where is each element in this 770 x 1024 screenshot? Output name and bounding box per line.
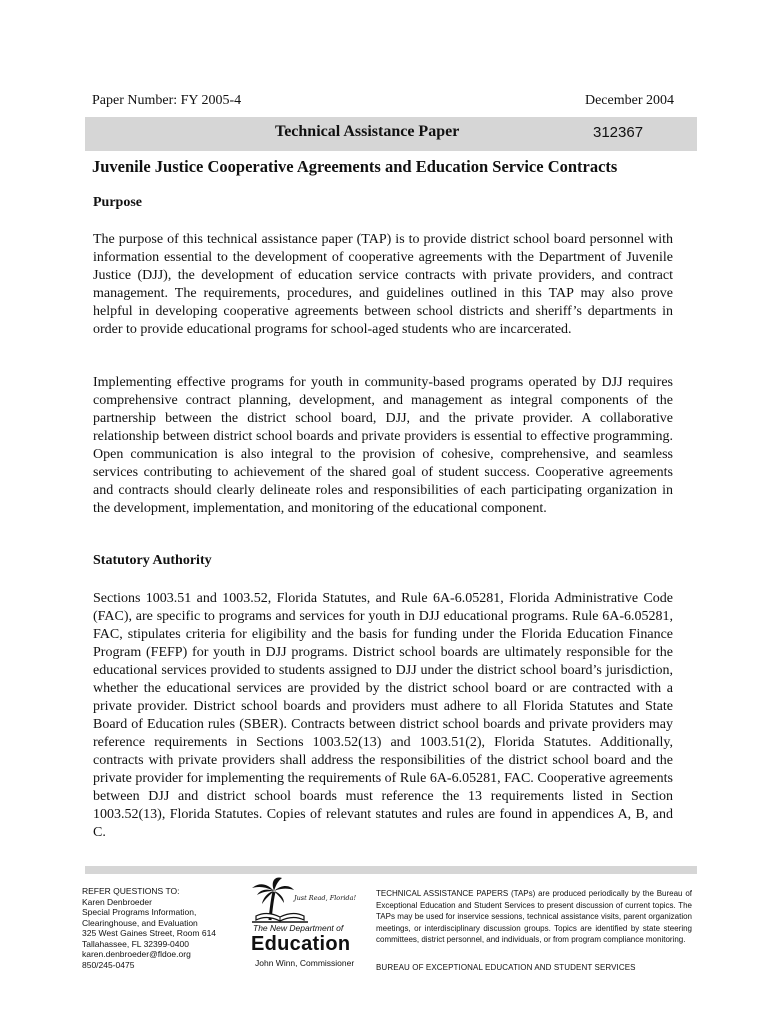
contact-line: Tallahassee, FL 32399-0400	[82, 938, 189, 949]
banner-code: 312367	[593, 124, 644, 141]
department-name-small: The New Department of	[253, 923, 344, 933]
footer-divider	[85, 866, 697, 874]
document-title: Juvenile Justice Cooperative Agreements and Education Service Contracts	[92, 157, 618, 176]
contact-phone: 850/245-0475	[82, 959, 135, 970]
purpose-heading: Purpose	[93, 195, 142, 210]
bureau-name: BUREAU OF EXCEPTIONAL EDUCATION AND STUDENT SERVICES	[376, 963, 636, 972]
contact-line: Karen Denbroeder	[82, 896, 152, 907]
report-date: December 2004	[584, 93, 674, 108]
purpose-paragraph-1: The purpose of this technical assistance paper (TAP) is to provide district school board personnel with information essential to the development of cooperative agreements with the Department of Juvenile Justice (DJJ), the development of education service contracts with private providers, and contract management. The requirements, procedures, and guidelines outlined in this TAP may also prove helpful in developing cooperative agreements between school districts and sheriff’s departments in order to provide educational programs for school-aged students who are incarcerated.	[93, 232, 673, 337]
palm-tree-book-icon	[248, 876, 358, 924]
contact-email: karen.denbroeder@fldoe.org	[82, 949, 191, 959]
contact-line: 325 West Gaines Street, Room 614	[82, 928, 217, 938]
contact-line: REFER QUESTIONS TO:	[82, 886, 180, 896]
education-logo	[248, 876, 358, 924]
purpose-paragraph-2: Implementing effective programs for youth in community-based programs operated by DJJ requires comprehensive contract planning, development, and management as integral components of the partnership between the district school board, DJJ, and the private provider. A collaborative relationship between district school boards and private providers is essential to effective programming. Open communication is also integral to the provision of cohesive, comprehensive, and seamless services contributing to achievement of the shared goal of student success. Cooperative agreements and contracts should clearly delineate roles and responsibilities of each participating organization in the development, implementation, and monitoring of the educational component.	[93, 375, 673, 516]
logo-tagline: Just Read, Florida!	[294, 894, 357, 902]
statutory-paragraph: Sections 1003.51 and 1003.52, Florida Statutes, and Rule 6A-6.05281, Florida Administrative Code (FAC), are specific to programs and services for youth in DJJ educational programs. Rule 6A-6.05281, FAC, stipulates criteria for eligibility and the basis for funding under the Florida Education Finance Program (FEFP) for youth in DJJ programs. District school boards are ultimately responsible for the educational services provided to students assigned to DJJ under the district school board’s jurisdiction, whether the educational services are provided by the district school board or are contracted with a private provider. District school boards and providers must adhere to all Florida Statutes and State Board of Education rules (SBER). Contracts between district school boards and private providers may reference requirements in Sections 1003.52(13) and 1003.51(2), Florida Statutes. Additionally, contracts with private providers shall address the responsibilities of the district school board and the private provider for implementing the requirements of Rule 6A-6.05281, FAC. Cooperative agreements between DJJ and district school boards must reference the 13 requirements listed in Section 1003.52(13), Florida Statutes. Copies of relevant statutes and rules are found in appendices A, B, and C.	[93, 591, 673, 840]
commissioner-name: John Winn, Commissioner	[255, 958, 355, 968]
statutory-heading: Statutory Authority	[93, 553, 212, 568]
paper-number: Paper Number: FY 2005-4	[92, 93, 242, 108]
contact-line: Clearinghouse, and Evaluation	[82, 917, 198, 928]
contact-line: Special Programs Information,	[82, 907, 197, 917]
title-banner	[85, 117, 697, 151]
contact-block	[82, 886, 216, 970]
department-name: Education	[251, 933, 351, 955]
banner-title: Technical Assistance Paper	[275, 123, 460, 140]
tap-description: TECHNICAL ASSISTANCE PAPERS (TAPs) are produced periodically by the Bureau of Exceptional Education and Student Services to present discussion of current topics. The TAPs may be used for inservice sessions, technical assistance visits, parent organization meetings, or interdisciplinary discussion groups. Topics are identified by state steering committees, district personnel, and individuals, or from program compliance monitoring.	[376, 889, 692, 944]
